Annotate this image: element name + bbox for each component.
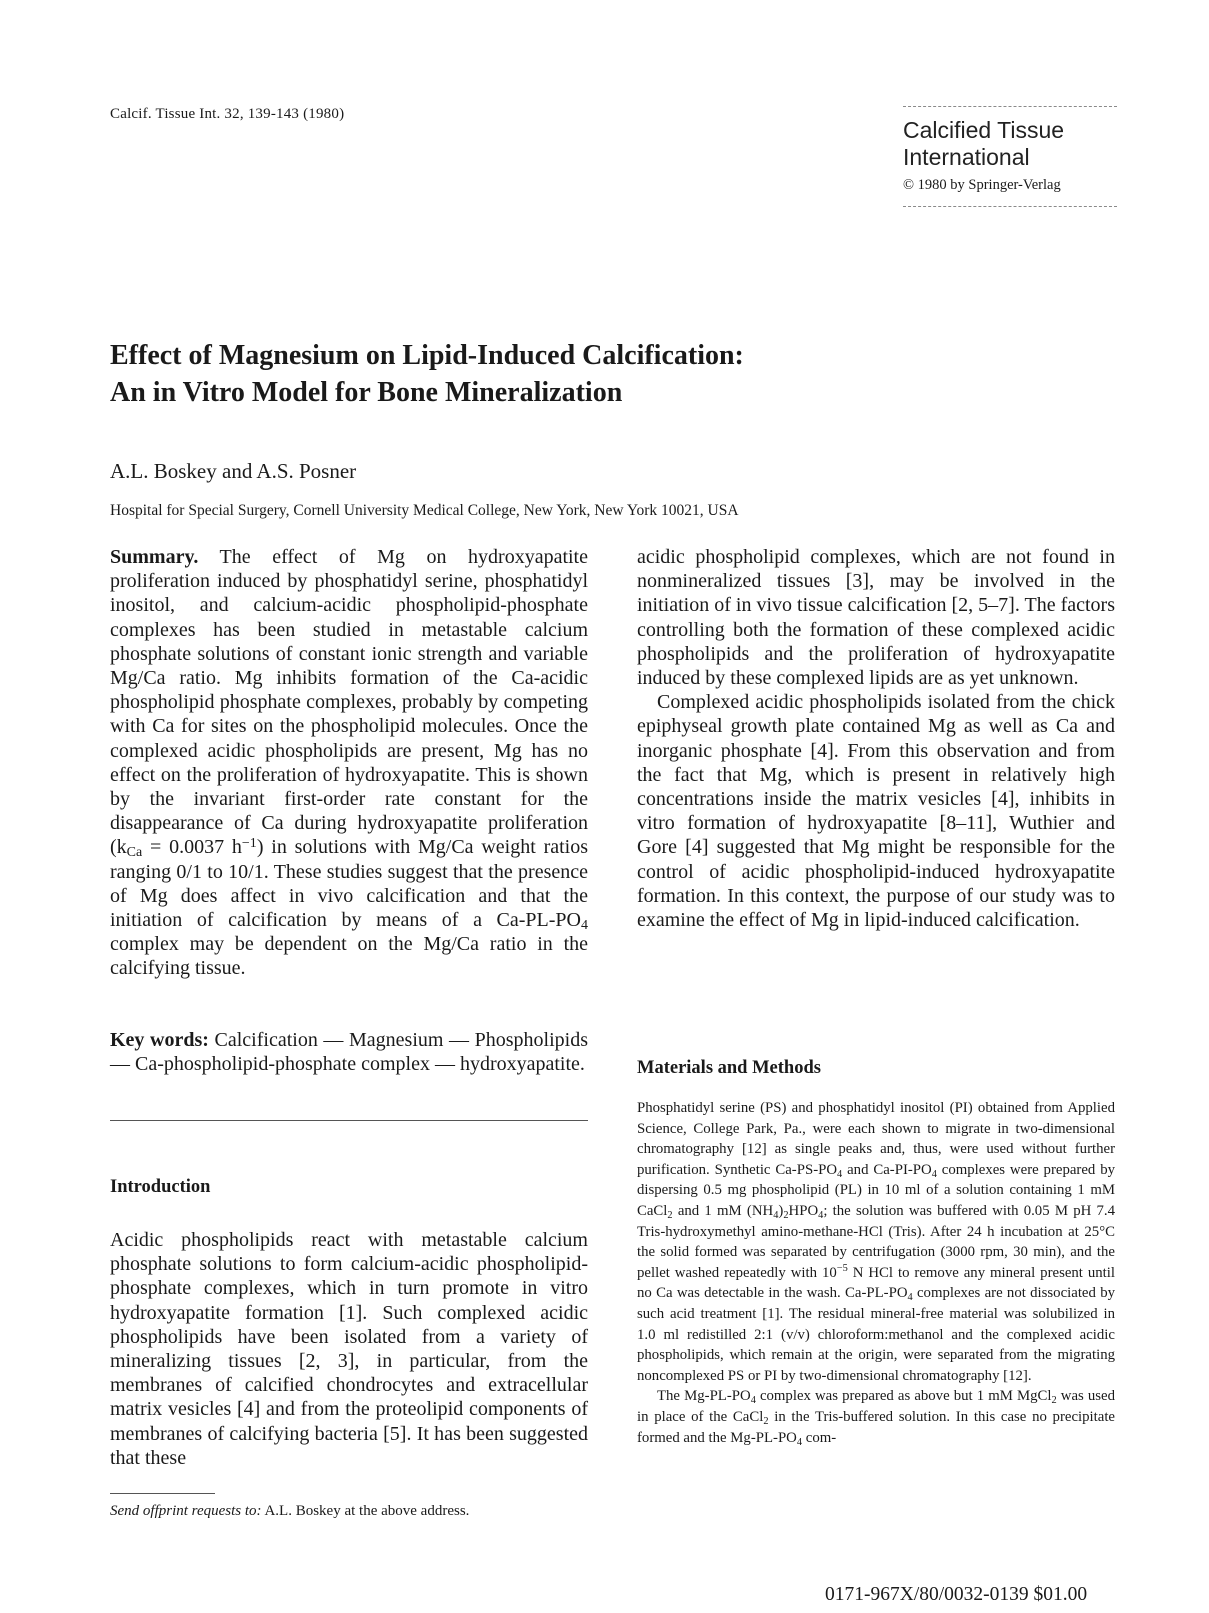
methods-heading: Materials and Methods [637, 1058, 821, 1078]
footnote-rule [110, 1493, 215, 1494]
methods-paragraph-1: Phosphatidyl serine (PS) and phosphatidyl inositol (PI) obtained from Applied Science, College Park, Pa., were each shown to migrate in two-dimensional chromatography [12] as single peaks and, thus, were used without further purification. Synthetic $Ca-PS-PO_4$ and $Ca-PI-PO_4$ complexes were prepared by dispersing 0.5 mg phospholipid (PL) in 10 ml of a solution containing 1 mM CaCl$_2$ and 1 mM $(NH_4)_2HPO_4$; the solution was buffered with 0.05 M pH 7.4 Tris-hydroxymethyl amino-methane-HCl (Tris). After 24 h incubation at 25°C the solid formed was separated by centrifugation (3000 rpm, 30 min), and the pellet washed repeatedly with $10^{-5}$ N HCl to remove any mineral present until no Ca was detectable in the wash. $Ca-PL-PO_4$ complexes are not dissociated by such acid treatment [1]. The residual mineral-free material was solubilized in 1.0 ml redistilled 2:1 (v/v) chloroform:methanol and the complexed acidic phospholipids, which remain at the origin, were separated from the migrating noncomplexed PS or PI by two-dimensional chromatography [12]. [637, 1100, 1116, 1384]
methods-paragraph-2: The $Mg-PL-PO_4$ complex was prepared as above but 1 mM MgCl$_2$ was used in place of the CaCl$_2$ in the Tris-buffered solution. In this case no precipitate formed and the $Mg-PL-PO_4$ com- [637, 1388, 1115, 1448]
article-title [110, 337, 1010, 411]
price-code: 0171-967X/80/0032-0139 $01.00 [825, 1584, 1088, 1605]
intro-paragraph-cont: acidic phospholipid complexes, which are not found in nonmineralized tissues [3], may be involved in the initiation of in vivo tissue calcification [2, 5–7]. The factors controlling both the formation of these complexed acidic phospholipids and the proliferation of hydroxyapatite induced by these complexed lipids are as yet unknown. [637, 546, 1115, 690]
keywords-text: Calcification — Magnesium — Phospholipids — Ca-phospholipid-phosphate complex — hydroxyapatite. [110, 1029, 589, 1076]
introduction-continued [637, 545, 1115, 932]
summary-paragraph: Summary. The effect of Mg on hydroxyapatite proliferation induced by phosphatidyl serine, phosphatidyl inositol, and calcium-acidic phospholipid-phosphate complexes has been studied in metastable calcium phosphate solutions of constant ionic strength and variable Mg/Ca ratio. Mg inhibits formation of the Ca-acidic phospholipid phosphate complexes, probably by competing with Ca for sites on the phospholipid molecules. Once the complexed acidic phospholipids are present, Mg has no effect on the proliferation of hydroxyapatite. This is shown by the invariant first-order rate constant for the disappearance of Ca during hydroxyapatite proliferation ($k_{Ca} = 0.0037$ $h^{-1}$) in solutions with Mg/Ca weight ratios ranging 0/1 to 10/1. These studies suggest that the presence of Mg does affect in vivo calcification and that the initiation of calcification by means of a $Ca-PL-PO_4$ complex may be dependent on the Mg/Ca ratio in the calcifying tissue. [110, 546, 589, 980]
journal-citation: Calcif. Tissue Int. 32, 139-143 (1980) [110, 106, 345, 122]
journal-name-line1: Calcified Tissue [903, 117, 1065, 143]
intro-paragraph-2: Complexed acidic phospholipids isolated from the chick epiphyseal growth plate contained Mg as well as Ca and inorganic phosphate [4]. From this observation and from the fact that Mg, which is present in relatively high concentrations inside the matrix vesicles [4], inhibits in vitro formation of hydroxyapatite [8–11], Wuthier and Gore [4] suggested that Mg might be responsible for the control of acidic phospholipid-induced hydroxyapatite formation. In this context, the purpose of our study was to examine the effect of Mg in lipid-induced calcification. [637, 691, 1115, 932]
section-divider [110, 1120, 588, 1121]
masthead-rule-top [903, 106, 1117, 107]
affiliation: Hospital for Special Surgery, Cornell University Medical College, New York, New York 10021, USA [110, 502, 739, 519]
journal-name-line2: International [903, 144, 1030, 170]
summary-section [110, 545, 588, 981]
title-line-1: Effect of Magnesium on Lipid-Induced Calcification: [110, 340, 744, 371]
journal-name [903, 117, 1117, 171]
offprint-footnote: Send offprint requests to: A.L. Boskey at the above address. [110, 1503, 470, 1519]
keywords-section [110, 1028, 588, 1076]
summary-label: Summary. [110, 546, 199, 568]
copyright-notice: © 1980 by Springer-Verlag [903, 177, 1061, 193]
journal-masthead [903, 106, 1117, 207]
introduction-text: Acidic phospholipids react with metastable calcium phosphate solutions to form calcium-acidic phospholipid-phosphate complexes, which in turn promote in vitro hydroxyapatite formation [1]. Such complexed acidic phospholipids have been isolated from a variety of mineralizing tissues [2, 3], in particular, from the membranes of calcified chondrocytes and extracellular matrix vesicles [4] and from the proteolipid components of membranes of calcifying bacteria [5]. It has been suggested that these [110, 1229, 588, 1469]
authors: A.L. Boskey and A.S. Posner [110, 459, 357, 483]
introduction-heading: Introduction [110, 1177, 211, 1197]
title-line-2: An in Vitro Model for Bone Mineralization [110, 377, 623, 408]
keywords-label: Key words: [110, 1029, 209, 1051]
methods-text [637, 1098, 1115, 1448]
masthead-rule-bottom [903, 206, 1117, 207]
